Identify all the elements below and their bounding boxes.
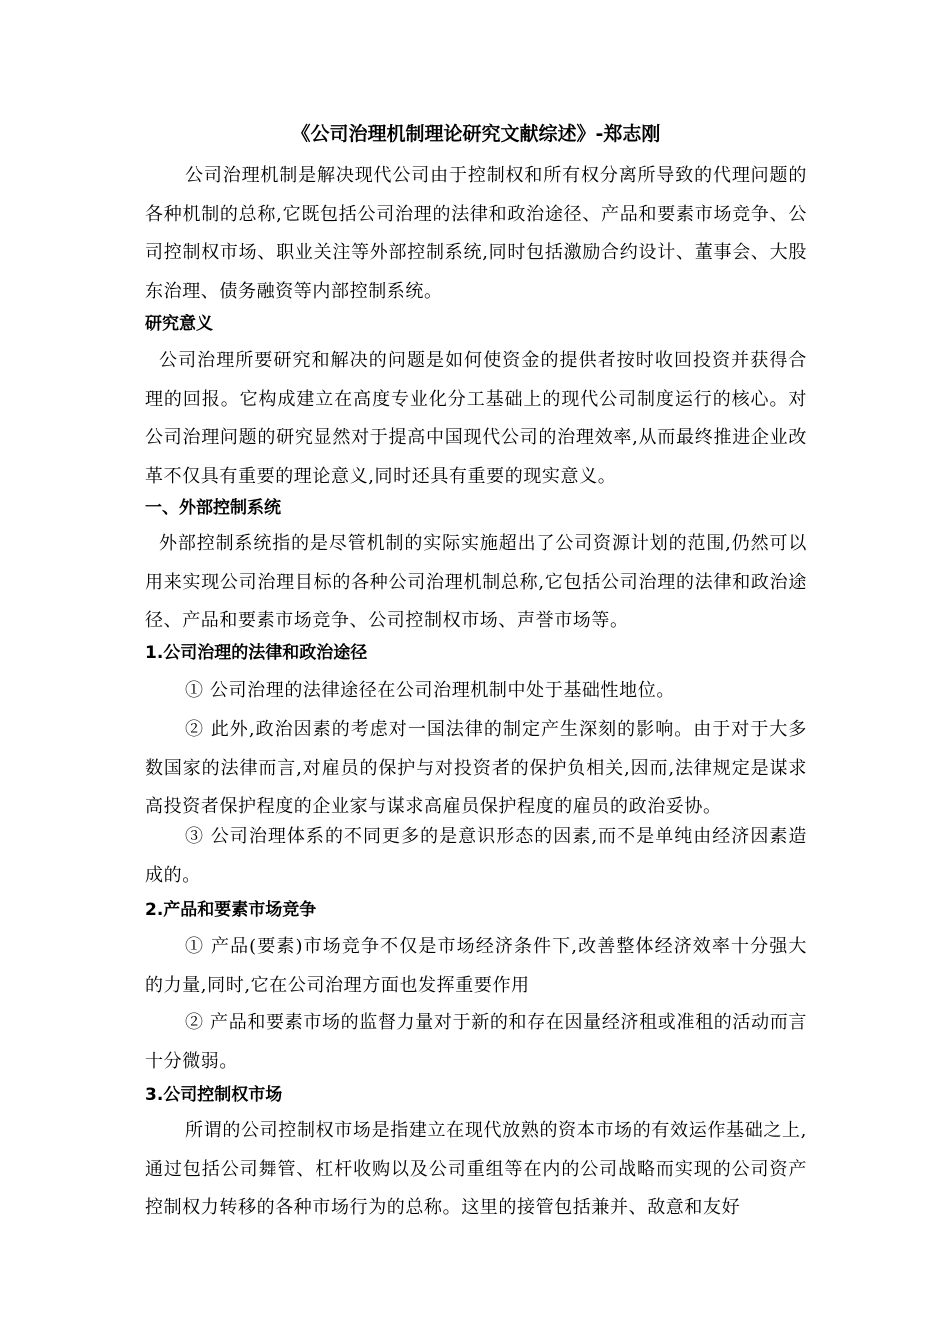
heading-control-market: 3.公司控制权市场 (145, 1085, 283, 1105)
heading-significance: 研究意义 (145, 314, 213, 334)
significance-paragraph: 公司治理所要研究和解决的问题是如何使资金的提供者按时收回投资并获得合理的回报。它构成建立在高度专业化分工基础上的现代公司制度运行的核心。对公司治理问题的研究显然对于提高中国现代公司的治理效率,从而最终推进企业改革不仅具有重要的理论意义,同时还具有重要的现实意义。 (145, 350, 807, 487)
intro-paragraph: 公司治理机制是解决现代公司由于控制权和所有权分离所导致的代理问题的各种机制的总称,它既包括公司治理的法律和政治途径、产品和要素市场竞争、公司控制权市场、职业关注等外部控制系统,同时包括激励合约设计、董事会、大股东治理、债务融资等内部控制系统。 (145, 165, 807, 302)
market-item-2: ② 产品和要素市场的监督力量对于新的和存在因量经济租或准租的活动而言十分微弱。 (145, 1012, 807, 1072)
external-control-paragraph: 外部控制系统指的是尽管机制的实际实施超出了公司资源计划的范围,仍然可以用来实现公司治理目标的各种公司治理机制总称,它包括公司治理的法律和政治途径、产品和要素市场竞争、公司控制权市场、声誉市场等。 (145, 533, 807, 631)
document-title: 《公司治理机制理论研究文献综述》-郑志刚 (291, 123, 661, 145)
legal-item-3: ③ 公司治理体系的不同更多的是意识形态的因素,而不是单纯由经济因素造成的。 (145, 826, 807, 886)
heading-market-competition: 2.产品和要素市场竞争 (145, 900, 317, 920)
legal-item-1: ① 公司治理的法律途径在公司治理机制中处于基础性地位。 (185, 680, 675, 701)
market-item-1: ① 产品(要素)市场竞争不仅是市场经济条件下,改善整体经济效率十分强大的力量,同时,它在公司治理方面也发挥重要作用 (145, 936, 807, 996)
heading-legal-political: 1.公司治理的法律和政治途径 (145, 643, 368, 663)
legal-item-2: ② 此外,政治因素的考虑对一国法律的制定产生深刻的影响。由于对于大多数国家的法律而言,对雇员的保护与对投资者的保护负相关,因而,法律规定是谋求高投资者保护程度的企业家与谋求高雇员保护程度的雇员的政治妥协。 (145, 719, 807, 817)
heading-external-control: 一、外部控制系统 (145, 498, 281, 518)
control-market-paragraph: 所谓的公司控制权市场是指建立在现代放熟的资本市场的有效运作基础之上,通过包括公司舞管、杠杆收购以及公司重组等在内的公司战略而实现的公司资产控制权力转移的各种市场行为的总称。这里的接管包括兼并、敌意和友好 (145, 1120, 807, 1218)
document-page (145, 0, 807, 1344)
